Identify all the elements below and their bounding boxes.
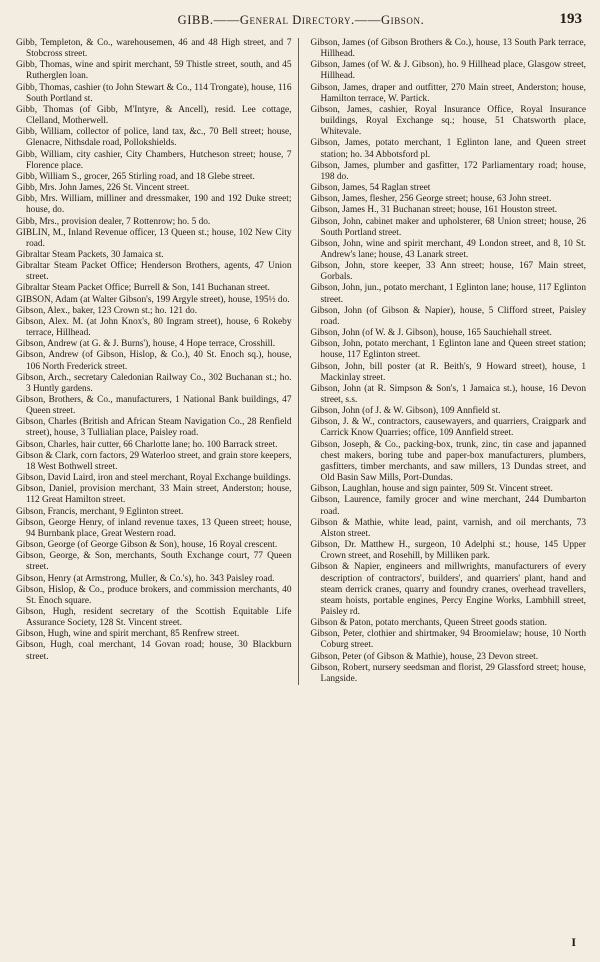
directory-entry: Gibson, James, draper and outfitter, 270 Main street, Anderston; house, Hamilton terrace, W. Partick. — [310, 82, 586, 104]
directory-entry: Gibson, Arch., secretary Caledonian Railway Co., 302 Buchanan st.; ho. 3 Huntly gardens. — [16, 372, 292, 394]
directory-entry: Gibson, John, bill poster (at R. Beith's, 9 Howard street), house, 1 Mackinlay street. — [310, 361, 586, 383]
directory-entry: Gibson, John, jun., potato merchant, 1 Eglinton lane; house, 117 Eglinton street. — [310, 283, 586, 305]
directory-entry: Gibson, James, flesher, 256 George street; house, 63 John street. — [310, 194, 552, 205]
directory-entry: Gibson, John, potato merchant, 1 Eglinton lane and Queen street station; house, 117 Eglinton street. — [310, 339, 586, 361]
directory-entry: Gibson, Hugh, wine and spirit merchant, 85 Renfrew street. — [16, 629, 240, 640]
directory-entry: Gibson, James (of W. & J. Gibson), ho. 9 Hillhead place, Glasgow street, Hillhead. — [310, 60, 586, 82]
directory-entry: Gibson, Hugh, resident secretary of the Scottish Equitable Life Assurance Society, 128 St. Vincent street. — [16, 606, 292, 629]
page-header — [16, 10, 586, 32]
directory-entry: GIBSON, Adam (at Walter Gibson's, 199 Argyle street), house, 195½ do. — [16, 294, 290, 305]
directory-entry: Gibson, Robert, nursery seedsman and florist, 29 Glassford street; house, Langside. — [310, 662, 586, 684]
directory-entry: Gibb, William S., grocer, 265 Stirling road, and 18 Glebe street. — [16, 171, 255, 182]
directory-entry: Gibson, Peter (of Gibson & Mathie), house, 23 Devon street. — [310, 651, 539, 662]
directory-entry: Gibson, Brothers, & Co., manufacturers, 1 National Bank buildings, 47 Queen street. — [16, 395, 292, 417]
directory-entry: Gibson, Andrew (of Gibson, Hislop, & Co.), 40 St. Enoch sq.), house, 106 North Frederick street. — [16, 350, 292, 372]
directory-entry: Gibson, Alex., baker, 123 Crown st.; ho. 121 do. — [16, 305, 198, 316]
signature-mark: I — [571, 935, 576, 949]
directory-entry: Gibson, Daniel, provision merchant, 33 Main street, Anderston; house, 112 Great Hamilton street. — [16, 484, 292, 506]
directory-entry: Gibson & Paton, potato merchants, Queen Street goods station. — [310, 618, 547, 629]
directory-entry: Gibson, Dr. Matthew H., surgeon, 10 Adelphi st.; house, 145 Upper Crown street, and Rosehill, by Milliken park. — [310, 540, 586, 562]
directory-entry: Gibson, John (at R. Simpson & Son's, 1 Jamaica st.), house, 16 Devon street, s.s. — [310, 383, 586, 405]
running-head: GIBB.——General Directory.——Gibson. — [177, 13, 425, 27]
directory-entry: Gibb, William, city cashier, City Chambers, Hutcheson street; house, 7 Florence place. — [16, 149, 292, 171]
directory-entry: Gibb, Mrs., provision dealer, 7 Rottenrow; ho. 5 do. — [16, 216, 211, 227]
directory-entry: Gibson, Hugh, coal merchant, 14 Govan road; house, 30 Blackburn street. — [16, 640, 292, 662]
directory-entry: Gibson, James, potato merchant, 1 Eglinton lane, and Queen street station; ho. 34 Abbotsford pl. — [310, 138, 586, 160]
directory-entry: GIBLIN, M., Inland Revenue officer, 13 Queen st.; house, 102 New City road. — [16, 227, 292, 249]
directory-entry: Gibson, James, cashier, Royal Insurance Office, Royal Insurance buildings, Royal Exchange sq.; house, 51 Chatsworth place, Whitevale. — [310, 104, 586, 138]
directory-entry: Gibson, George Henry, of inland revenue taxes, 13 Queen street; house, 94 Burnbank place, Great Western road. — [16, 517, 292, 539]
directory-entry: Gibson, Charles, hair cutter, 66 Charlotte lane; ho. 100 Barrack street. — [16, 439, 278, 450]
directory-entry: Gibson, John (of Gibson & Napier), house, 5 Clifford street, Paisley road. — [310, 305, 586, 327]
directory-entry: Gibson, John, store keeper, 33 Ann street; house, 167 Main street, Gorbals. — [310, 261, 586, 283]
directory-entry: Gibson, Peter, clothier and shirtmaker, 94 Broomielaw; house, 10 North Coburg street. — [310, 629, 586, 651]
directory-entry: Gibson, Andrew (at G. & J. Burns'), house, 4 Hope terrace, Crosshill. — [16, 339, 276, 350]
right-column — [309, 38, 587, 685]
directory-entry: Gibb, Thomas, wine and spirit merchant, 59 Thistle street, south, and 45 Rutherglen loan. — [16, 60, 292, 82]
directory-entry: Gibson & Napier, engineers and millwrights, manufacturers of every description of contractors', builders', and quarriers' plant, hand and steam derrick cranes, quarry and foundry cranes, overhead travellers, steam hoists, portable engines, Percy Engine Works, Lambhill street, Paisley rd. — [310, 562, 586, 617]
directory-entry: Gibraltar Steam Packets, 30 Jamaica st. — [16, 249, 164, 260]
directory-entry: Gibson, Joseph, & Co., packing-box, trunk, zinc, tin case and japanned chest makers, boring tube and paper-box manufacturers, plumbers, gasfitters, timber merchants, and saw millers, 13 Dundas street, and Old Basin Saw Mills, Port-Dundas. — [310, 439, 586, 484]
directory-entry: Gibson, James, plumber and gasfitter, 172 Parliamentary road; house, 198 do. — [310, 160, 586, 182]
directory-entry: Gibson, John (of J. & W. Gibson), 109 Annfield st. — [310, 406, 501, 417]
directory-entry: Gibson, David Laird, iron and steel merchant, Royal Exchange buildings. — [16, 473, 291, 484]
directory-entry: Gibson, Laurence, family grocer and wine merchant, 244 Dumbarton road. — [310, 495, 586, 517]
directory-columns — [16, 38, 586, 685]
directory-entry: Gibb, Thomas (of Gibb, M'Intyre, & Ancell), resid. Lee cottage, Clelland, Motherwell. — [16, 104, 292, 127]
directory-entry: Gibb, Mrs. William, milliner and dressmaker, 190 and 192 Duke street; house, do. — [16, 194, 292, 216]
directory-entry: Gibson, Laughlan, house and sign painter, 509 St. Vincent street. — [310, 484, 553, 495]
directory-entry: Gibson, George (of George Gibson & Son), house, 16 Royal crescent. — [16, 540, 278, 551]
directory-entry: Gibson, George, & Son, merchants, South Exchange court, 77 Queen street. — [16, 551, 292, 573]
directory-entry: Gibson, Charles (British and African Steam Navigation Co., 28 Renfield street), house, 3 Tullialian place, Paisley road. — [16, 417, 292, 439]
directory-entry: Gibson, Alex. M. (at John Knox's, 80 Ingram street), house, 6 Rokeby terrace, Hillhead. — [16, 316, 292, 339]
directory-entry: Gibb, William, collector of police, land tax, &c., 70 Bell street; house, Glenacre, Nithsdale road, Pollokshields. — [16, 127, 292, 149]
directory-entry: Gibb, Thomas, cashier (to John Stewart & Co., 114 Trongate), house, 116 South Portland st. — [16, 82, 292, 104]
directory-entry: Gibson, Hislop, & Co., produce brokers, and commission merchants, 40 St. Enoch square. — [16, 584, 292, 606]
directory-entry: Gibraltar Steam Packet Office; Burrell & Son, 141 Buchanan street. — [16, 283, 270, 294]
directory-entry: Gibson, James, 54 Raglan street — [310, 183, 431, 194]
directory-entry: Gibson, John (of W. & J. Gibson), house, 165 Sauchiehall street. — [310, 328, 552, 339]
directory-entry: Gibson, James (of Gibson Brothers & Co.), house, 13 South Park terrace, Hillhead. — [310, 38, 586, 60]
left-column — [16, 38, 299, 685]
directory-entry: Gibson, J. & W., contractors, causewayers, and quarriers, Craigpark and Carrick Know Quarries; office, 109 Annfield street. — [310, 417, 586, 439]
directory-entry: Gibb, Mrs. John James, 226 St. Vincent street. — [16, 183, 190, 194]
page-number: 193 — [559, 11, 582, 27]
directory-entry: Gibson, John, cabinet maker and upholsterer, 68 Union street; house, 26 South Portland street. — [310, 216, 586, 238]
directory-entry: Gibb, Templeton, & Co., warehousemen, 46 and 48 High street, and 7 Stobcross street. — [16, 38, 292, 60]
directory-entry: Gibson, Henry (at Armstrong, Muller, & Co.'s), ho. 343 Paisley road. — [16, 573, 275, 584]
directory-entry: Gibson, James H., 31 Buchanan street; house, 161 Houston street. — [310, 205, 558, 216]
directory-entry: Gibson & Clark, corn factors, 29 Waterloo street, and grain store keepers, 18 West Bothwell street. — [16, 450, 292, 472]
directory-entry: Gibson, Francis, merchant, 9 Eglinton street. — [16, 506, 184, 517]
directory-entry: Gibson, John, wine and spirit merchant, 49 London street, and 8, 10 St. Andrew's lane; house, 43 Lanark street. — [310, 238, 586, 260]
directory-entry: Gibson & Mathie, white lead, paint, varnish, and oil merchants, 73 Alston street. — [310, 517, 586, 539]
directory-entry: Gibraltar Steam Packet Office; Henderson Brothers, agents, 47 Union street. — [16, 261, 292, 283]
